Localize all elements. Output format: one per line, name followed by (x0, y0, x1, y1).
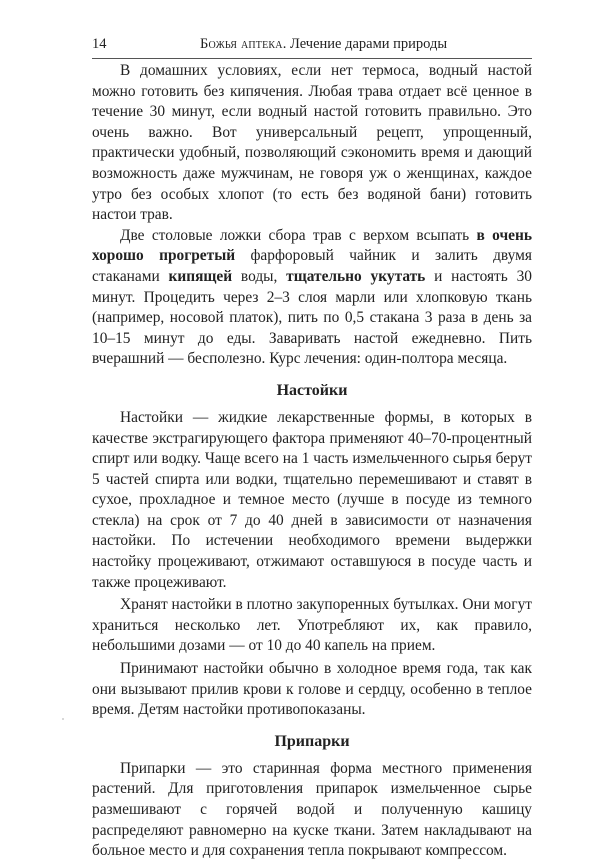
running-header (92, 34, 532, 56)
running-title-subtitle: . Лечение дарами природы (282, 36, 448, 52)
paragraph-tinctures-storage: Хранят настойки в плотно закупоренных бутылках. Они могут храниться несколько лет. Употребляют их, как правило, небольшими дозами — от 10 до 40 капель на прием. (92, 596, 532, 655)
page-body (92, 60, 532, 862)
recipe-text-3: воды, (232, 267, 287, 285)
page-number: 14 (92, 36, 107, 52)
section-heading-tinctures: Настойки (276, 381, 348, 399)
paragraph-home-infusion: В домашних условиях, если нет термоса, водный настой можно готовить без кипячения. Любая трава отдает всё ценное в течение 30 минут, если водный настой готовить правильно. Это очень важно. Вот универсальный рецепт, упрощенный, практически удобный, позволяющий сэкономить время и дающий возможность даже мужчинам, не говоря уж о женщинах, каждое утро без особых хлопот (то есть без водяной бани) готовить настои трав. (92, 62, 532, 224)
section-heading-poultices: Припарки (274, 732, 350, 750)
scan-speck (62, 718, 64, 720)
running-title (200, 35, 447, 53)
recipe-text-2: фарфоровый чайник и залить двумя стаканами (92, 247, 532, 285)
running-title-book: Божья аптека (200, 36, 283, 52)
recipe-text-1: Две столовые ложки сбора трав с верхом всыпать (120, 226, 477, 244)
paragraph-recipe (92, 226, 532, 370)
recipe-bold-prewarmed: в очень хорошо прогретый (92, 226, 532, 265)
paragraph-tinctures-definition: Настойки — жидкие лекарственные формы, в которых в качестве экстрагирующего фактора применяют 40–70-процентный спирт или водку. Чаще всего на 1 часть измельченного сырья берут 5 частей спирта или водки, тщательно перемешивают и ставят в сухое, прохладное и темное место (лучше в посуде из темного стекла) на срок от 7 до 40 дней в зависимости от назначения настойки. По истечении необходимого времени выдержки настойку процеживают, отжимают оставшуюся в посуде часть и также процеживают. (92, 408, 532, 591)
paragraph-poultices: Припарки — это старинная форма местного применения растений. Для приготовления припарок измельченное сырье размешивают с горячей водой и полученную кашицу распределяют равномерно на куске ткани. Затем накладывают на больное место и для сохранения тепла покрывают компрессом. (92, 759, 532, 860)
recipe-text-4: и настоять 30 минут. Процедить через 2–3 слоя марли или хлопковую ткань (например, носовой платок), пить по 0,5 стакана 3 раза в день за 10–15 минут до еды. Заваривать настой ежедневно. Пить вчерашний — бесполезно. Курс лечения: один-полтора месяца. (92, 267, 532, 368)
recipe-bold-wrap: тщательно укутать (286, 267, 426, 285)
paragraph-tinctures-usage: Принимают настойки обычно в холодное время года, так как они вызывают прилив крови к голове и сердцу, особенно в теплое время. Детям настойки противопоказаны. (92, 660, 532, 719)
header-rule (92, 58, 532, 59)
recipe-bold-boiling: кипящей (168, 267, 233, 285)
